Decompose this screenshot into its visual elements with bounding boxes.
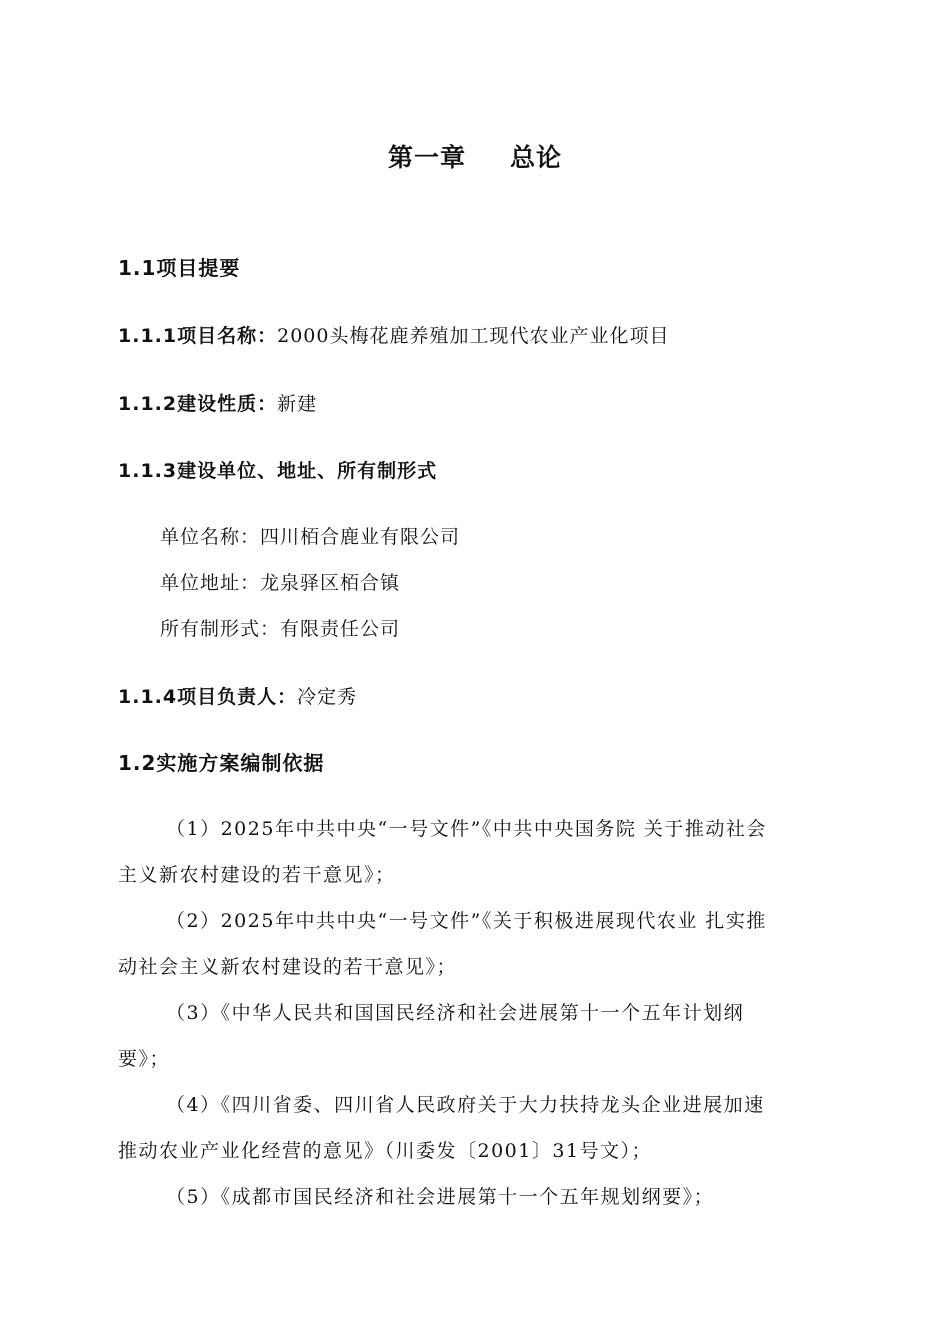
ownership-form: 所有制形式：有限责任公司: [160, 618, 401, 640]
reference-line: （1）2025年中共中央“一号文件”《中共中央国务院 关于推动社会: [166, 818, 767, 840]
reference-line: （5）《成都市国民经济和社会进展第十一个五年规划纲要》；: [166, 1186, 715, 1208]
chapter-number: 第一章: [387, 143, 466, 172]
unit-name: 单位名称：四川栢合鹿业有限公司: [160, 526, 461, 548]
reference-line: （2）2025年中共中央“一号文件”《关于积极进展现代农业 扎实推: [166, 910, 767, 932]
construction-nature-row: [118, 389, 317, 416]
project-name-value: 2000头梅花鹿养殖加工现代农业产业化项目: [277, 325, 670, 347]
reference-item-3: [118, 990, 836, 1082]
reference-item-2: [118, 898, 836, 990]
project-name-row: [118, 321, 669, 348]
reference-line: 主义新农村建设的若干意见》；: [118, 864, 396, 886]
section-heading-1-2: 1.2实施方案编制依据: [118, 751, 325, 775]
project-name-label: 1.1.1项目名称：: [118, 325, 278, 347]
reference-item-4: [118, 1082, 836, 1174]
section-heading-1-1: 1.1项目提要: [118, 256, 241, 280]
reference-item-5: [118, 1174, 836, 1220]
construction-nature-value: 新建: [277, 393, 318, 415]
reference-line: 动社会主义新农村建设的若干意见》；: [118, 956, 458, 978]
project-leader-label: 1.1.4项目负责人：: [118, 686, 298, 708]
construction-unit-heading: 1.1.3建设单位、地址、所有制形式: [118, 460, 438, 482]
chapter-name: 总论: [510, 143, 563, 172]
unit-address: 单位地址：龙泉驿区栢合镇: [160, 572, 401, 594]
reference-line: （4）《四川省委、四川省人民政府关于大力扶持龙头企业进展加速: [166, 1094, 765, 1116]
project-leader-value: 冷定秀: [297, 686, 358, 708]
construction-nature-label: 1.1.2建设性质：: [118, 393, 278, 415]
reference-item-1: [118, 806, 836, 898]
chapter-title: [0, 138, 950, 174]
project-leader-row: [118, 682, 357, 709]
reference-line: （3）《中华人民共和国国民经济和社会进展第十一个五年计划纲: [166, 1002, 745, 1024]
reference-line: 推动农业产业化经营的意见》（川委发〔2001〕31号文）；: [118, 1140, 653, 1162]
reference-line: 要》；: [118, 1048, 171, 1070]
